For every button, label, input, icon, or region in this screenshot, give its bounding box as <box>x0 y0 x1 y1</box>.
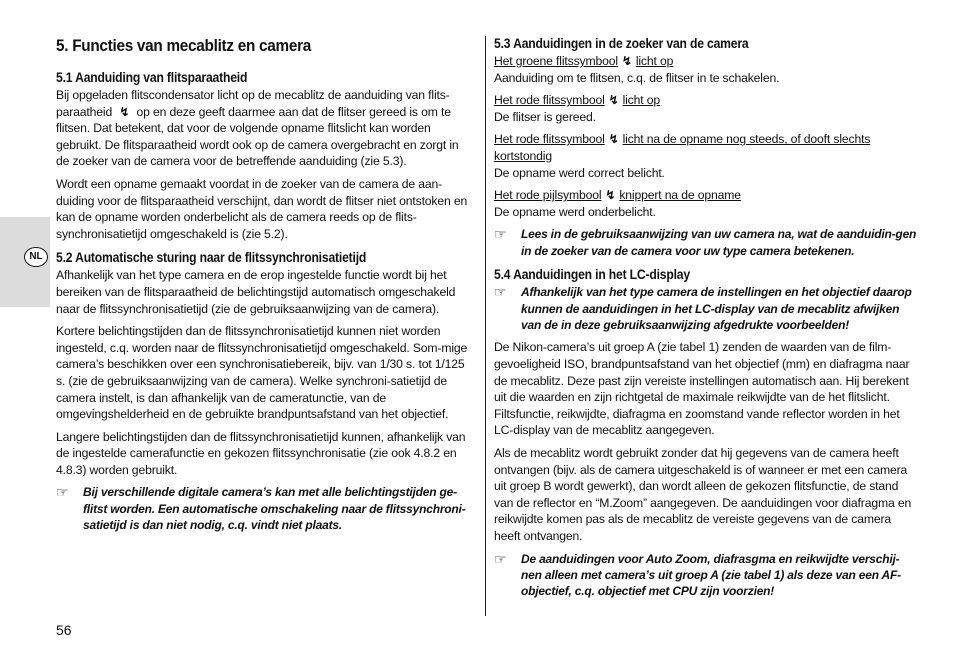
paragraph: Als de mecablitz wordt gebruikt zonder dat hij gegevens van de camera heeft ontvangen (bijv. als de camera uitgeschakeld is of wanneer er met een camera uit groep B wordt gewerkt), dan wordt alleen de gekozen flitsfunctie, de stand van de reflector en “M.Zoom” aangegeven. De aanduidingen voor diafragma en reikwijdte komen pas als de mecablitz de vereiste gegevens van de camera heeft ontvangen. <box>494 445 912 543</box>
flash-icon: ↯ <box>119 104 130 119</box>
pointing-hand-icon: ☞ <box>494 226 507 243</box>
pointing-hand-icon: ☞ <box>494 284 507 301</box>
section-5-2 <box>56 250 474 533</box>
indicator-description: Aanduiding om te flitsen, c.q. de flitser in te schakelen. <box>494 70 780 85</box>
indicator-item <box>494 53 918 86</box>
paragraph: Bij opgeladen flitscondensator licht op de mecablitz de aanduiding van flits-paraatheid ↯ op en deze geeft daarmee aan dat de flitser gereed is om te flitsen. Dat betekent, dat voor de volgende opname flitslicht kan worden gebruikt. De flitsparaatheid wordt ook op de camera overgebracht en zorgt in de zoeker van de camera voor de betreffende aanduiding (zie 5.3). <box>56 88 459 169</box>
indicator-label: Het groene flitssymbool ↯ licht op <box>494 54 674 68</box>
note <box>494 226 918 259</box>
note-text: De aanduidingen voor Auto Zoom, diafrasgma en reikwijdte verschij-nen alleen met camera’s uit groep A (zie tabel 1) als deze van een AF-objectief, c.q. objectief met CPU zijn voorzien! <box>521 551 901 599</box>
note <box>494 284 918 333</box>
paragraph: Langere belichtingstijden dan de flitssynchronisatietijd kunnen, afhankelijk van de ingestelde camerafunctie en gekozen flitssynchronisatie (zie ook 4.8.2 en 4.8.3) worden gebruikt. <box>56 429 466 477</box>
section-heading: 5.1 Aanduiding van flitsparaatheid <box>56 70 248 85</box>
note-text: Bij verschillende digitale camera’s kan met alle belichtingstijden ge-flitst worden. Een automatische omschakeling naar de flitssynchroni-satietijd is dan niet nodig, c.q. vindt niet plaats. <box>83 485 466 533</box>
section-heading: 5.2 Automatische sturing naar de flitssynchronisatietijd <box>56 250 367 266</box>
indicator-item <box>494 92 918 125</box>
indicator-description: De opname werd onderbelicht. <box>494 204 656 219</box>
flash-icon: ↯ <box>608 132 619 147</box>
paragraph: De Nikon-camera’s uit groep A (zie tabel 1) zenden de waarden van de film-gevoeligheid ISO, brandpuntsafstand van het objectief (mm) en diafragma naar de mecablitz. Deze past zijn vereiste instellingen automatisch aan. Hij berekent uit die waarden en zijn richtgetal de maximale reikwijdte van de het flitslicht. Filtsfunctie, reikwijdte, diafragma en zoomstand vande reflector worden in het LC-display van de mecablitz aangegeven. <box>494 340 910 438</box>
indicator-item <box>494 131 918 181</box>
indicator-label: Het rode pijlsymbool ↯ knippert na de opname <box>494 188 741 203</box>
note-text: Afhankelijk van het type camera de instellingen en het objectief daarop kunnen de aanduidingen in het LC-display van de mecablitz afwijken van de in deze gebruiksaanwijzing afgedrukte voorbeelden! <box>521 285 912 332</box>
section-heading: 5.4 Aanduidingen in het LC-display <box>494 267 690 283</box>
section-heading: 5.3 Aanduidingen in de zoeker van de camera <box>494 36 749 51</box>
left-column <box>56 36 474 542</box>
flash-icon: ↯ <box>605 188 616 203</box>
indicator-label: Het rode flitssymbool ↯ licht na de opname nog steeds, of dooft slechts kortstondig <box>494 132 871 163</box>
note <box>56 484 474 533</box>
note-text: Lees in de gebruiksaanwijzing van uw camera na, wat de aanduidin-gen in de zoeker van de camera voor uw type camera betekenen. <box>521 227 917 258</box>
section-5-3 <box>494 36 918 259</box>
pointing-hand-icon: ☞ <box>56 484 69 501</box>
paragraph: Wordt een opname gemaakt voordat in de zoeker van de camera de aan-duiding voor de flitsparaatheid verschijnt, dan wordt de flitser niet ontstoken en kan de opname worden onderbelicht als de camera reeds op de flits-synchronisatietijd omgeschakeld is (zie 5.2). <box>56 176 468 241</box>
indicator-description: De opname werd correct belicht. <box>494 165 665 180</box>
language-badge: NL <box>24 247 48 267</box>
indicator-description: De flitser is gereed. <box>494 109 596 124</box>
section-5-4 <box>494 267 918 600</box>
right-column <box>494 36 918 608</box>
flash-icon: ↯ <box>621 54 632 68</box>
pointing-hand-icon: ☞ <box>494 550 507 567</box>
section-5-1 <box>56 70 474 242</box>
flash-icon: ↯ <box>608 93 619 108</box>
column-divider <box>485 36 486 616</box>
page-number: 56 <box>56 622 72 638</box>
indicator-label: Het rode flitssymbool ↯ licht op <box>494 93 660 108</box>
note <box>494 551 918 600</box>
page-title: 5. Functies van mecablitz en camera <box>56 36 312 55</box>
indicator-item <box>494 187 918 220</box>
paragraph: Kortere belichtingstijden dan de flitssynchronisatietijd kunnen niet worden ingesteld, c.q. worden naar de flitssynchronisatietijd omgeschakeld. Som-mige camera’s beschikken over een synchronisatiebereik, bijv. van 1/30 s. tot 1/125 s. (zie de gebruiksaanwijzing van de camera). Welke synchroni-satietijd de camera instelt, is dan afhankelijk van de cameratunctie, van de omgevingshelderheid en de gebruikte brandpuntsafstand van het objectief. <box>56 324 468 422</box>
paragraph: Afhankelijk van het type camera en de erop ingestelde functie wordt bij het bereiken van de flitsparaatheid de belichtingstijd automatisch omgeschakeld naar de flitssynchronisatietijd (zie de gebruiksaanwijzing van de camera). <box>56 268 456 316</box>
